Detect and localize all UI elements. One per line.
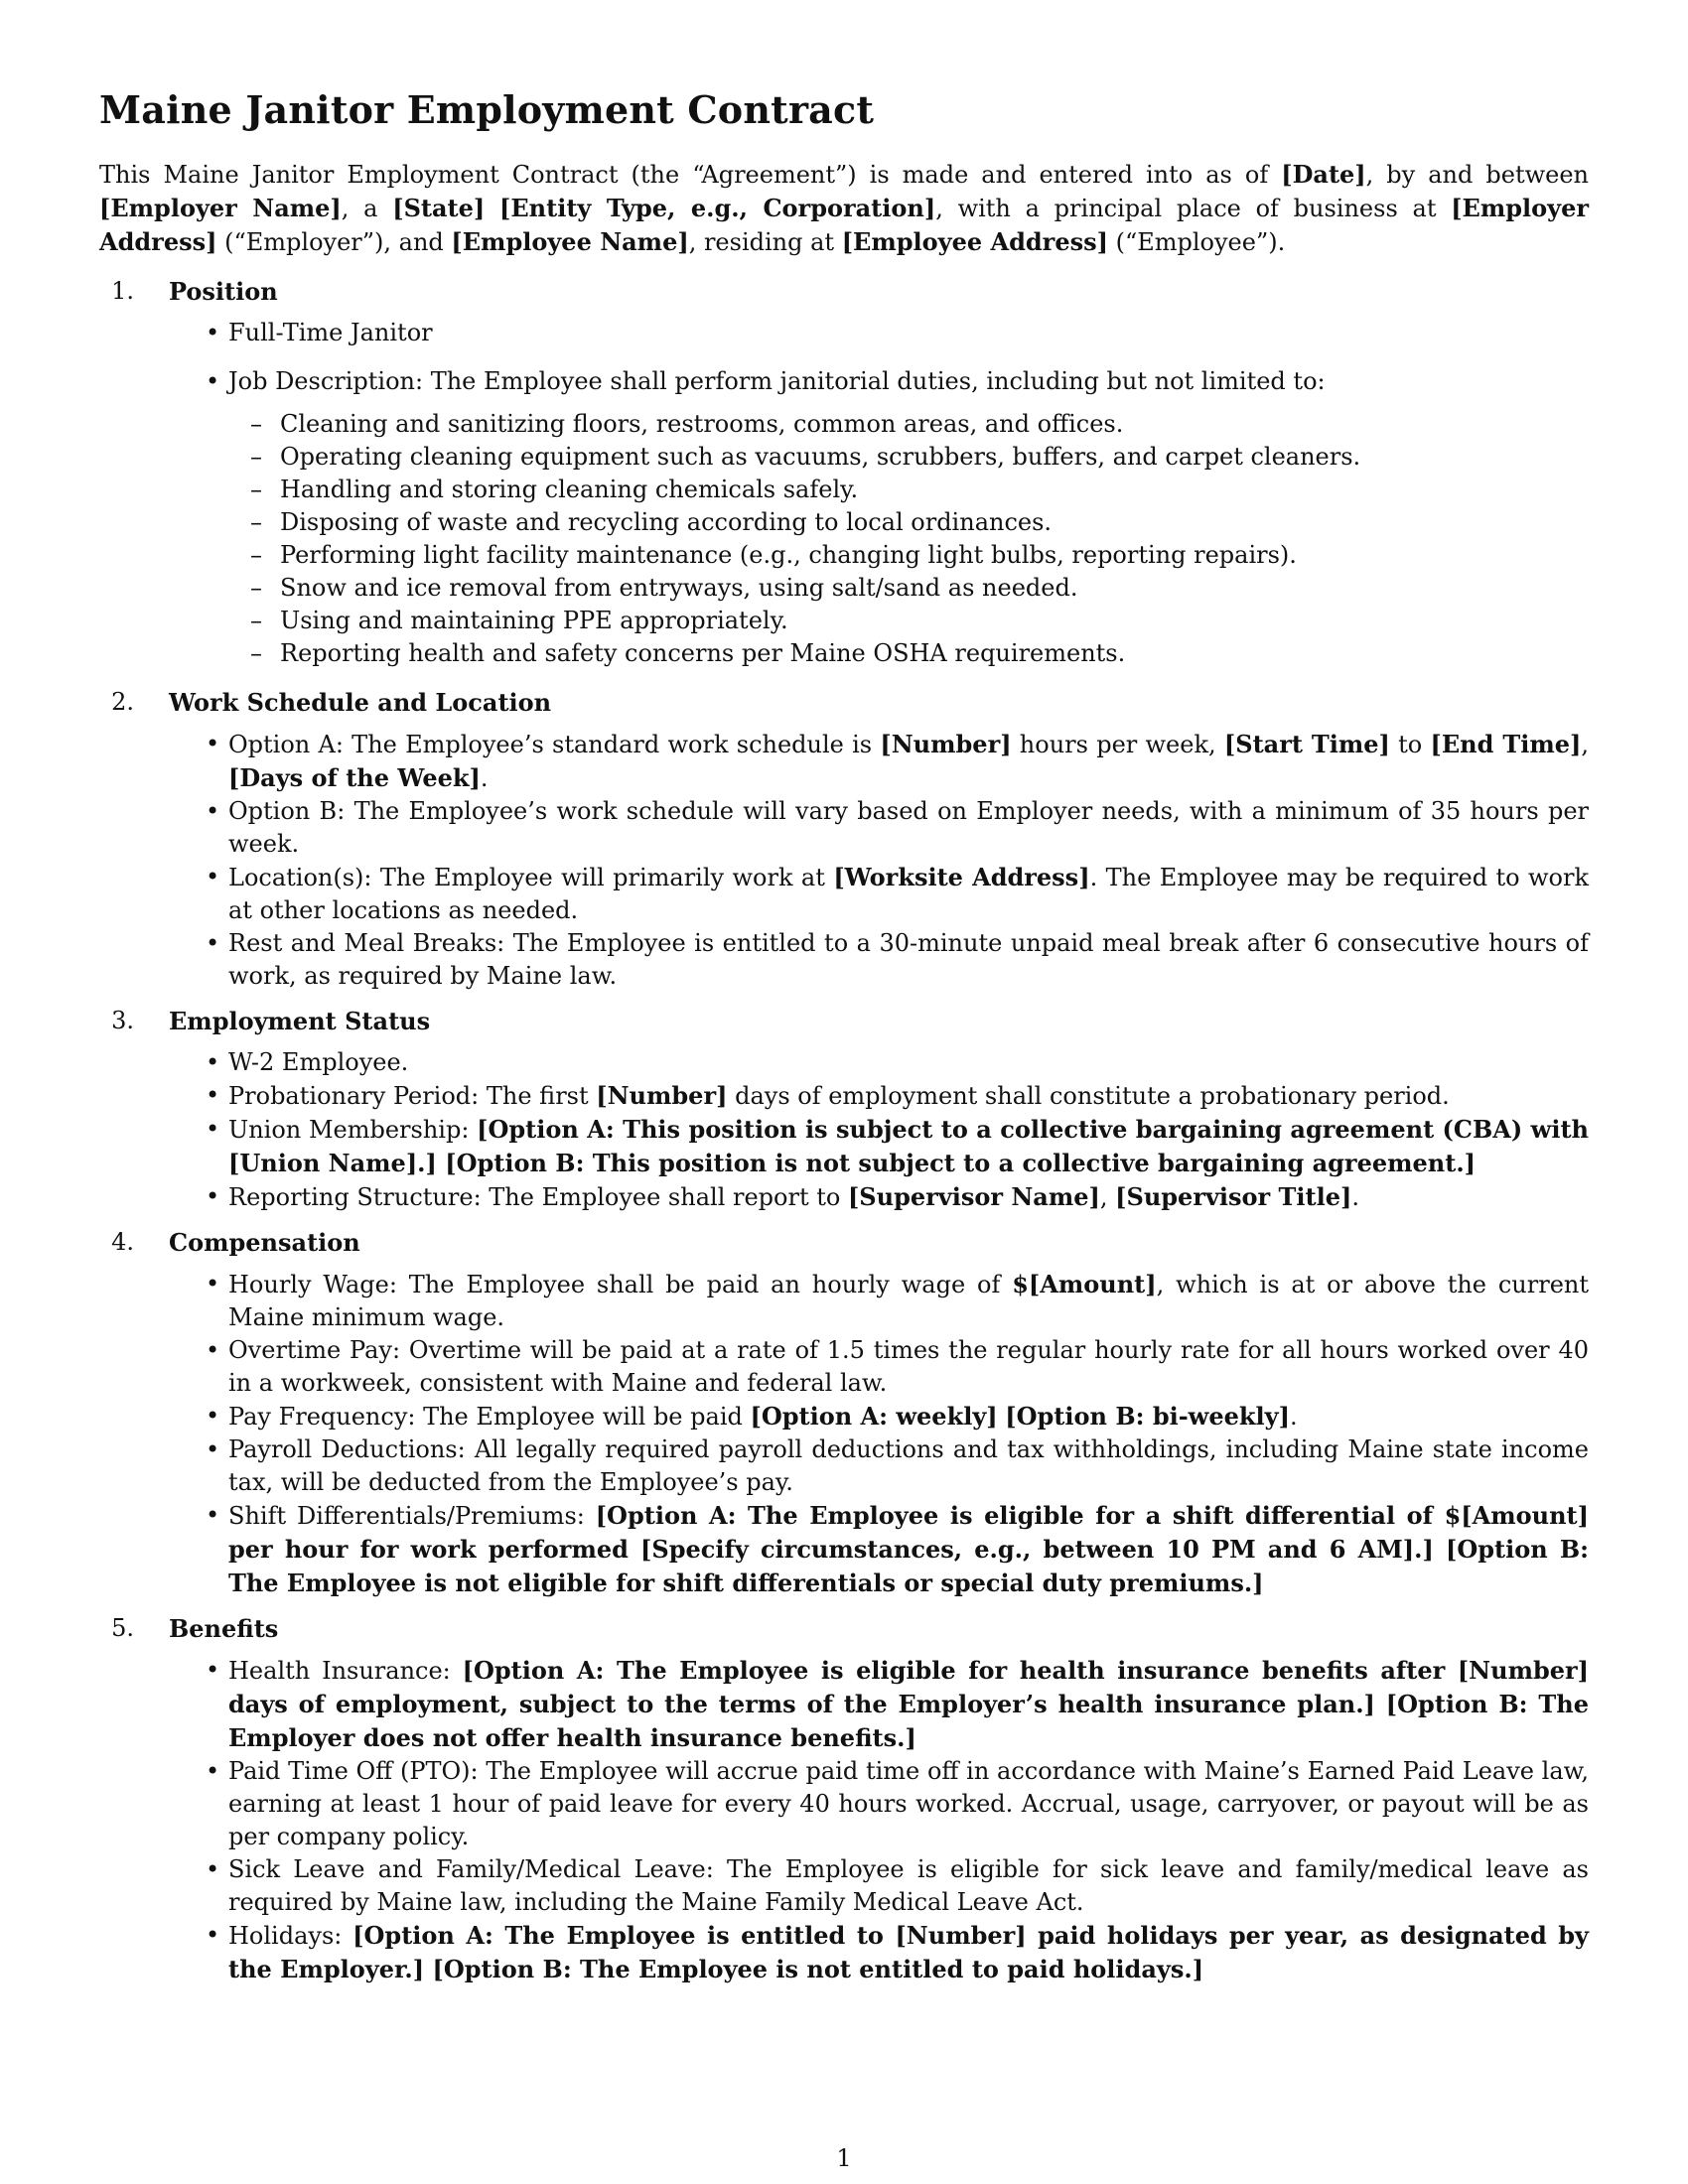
- text-run: .: [480, 764, 489, 792]
- section-title: Position: [169, 277, 278, 306]
- section-title: Employment Status: [169, 1007, 431, 1035]
- text-run: Option A: The Employee’s standard work schedule is: [228, 731, 881, 758]
- placeholder-field: [Employee Name]: [451, 227, 689, 256]
- placeholder-field: $[Amount]: [1012, 1270, 1157, 1298]
- text-run: Probationary Period: The first: [228, 1082, 597, 1110]
- placeholder-field: [Employer Name]: [99, 194, 342, 222]
- placeholder-field: [Number]: [596, 1081, 728, 1110]
- placeholder-field: [Number]: [880, 730, 1012, 758]
- text-run: (“Employee”).: [1107, 228, 1286, 256]
- section-number: 1.: [111, 277, 134, 305]
- placeholder-field: [State]: [392, 194, 486, 222]
- section-number: 3.: [111, 1007, 134, 1034]
- placeholder-field: [Start Time]: [1223, 730, 1390, 758]
- bullet-item: [228, 1654, 1589, 1755]
- dash-item: – Snow and ice removal from entryways, using salt/sand as needed.: [280, 572, 1589, 605]
- bullet-item: [228, 1755, 1589, 1853]
- text-run: This Maine Janitor Employment Contract (the “Agreement”) is made and entered into as of: [99, 161, 1282, 189]
- text-run: Sick Leave and Family/Medical Leave: The Employee is eligible for sick leave and family/medical leave as required by Maine law, including the Maine Family Medical Leave Act.: [228, 1855, 1589, 1916]
- section: [99, 1612, 1589, 1986]
- text-run: ,: [1099, 1183, 1116, 1211]
- dash-list: [228, 408, 1589, 670]
- text-run: (“Employer”), and: [216, 228, 452, 256]
- text-run: W-2 Employee.: [228, 1048, 409, 1076]
- section-title: Work Schedule and Location: [169, 688, 552, 717]
- bullet-item: [228, 1433, 1589, 1499]
- dash-item: – Reporting health and safety concerns per Maine OSHA requirements.: [280, 637, 1589, 670]
- section-number: 5.: [111, 1614, 134, 1642]
- placeholder-field: [Supervisor Name]: [847, 1182, 1100, 1211]
- section: [99, 1005, 1589, 1214]
- text-run: Holidays:: [228, 1922, 353, 1950]
- section-heading: [99, 686, 1589, 720]
- text-run: , by and between: [1365, 161, 1590, 189]
- bullet-item: [228, 1499, 1589, 1600]
- section-number: 4.: [111, 1228, 134, 1256]
- bullet-item: [228, 1113, 1589, 1180]
- text-run: Overtime Pay: Overtime will be paid at a rate of 1.5 times the regular hourly rate for all hours worked over 40 in a workweek, consistent with Maine and federal law.: [228, 1336, 1589, 1397]
- bullet-list: [99, 728, 1589, 993]
- section-title: Compensation: [169, 1228, 360, 1257]
- bullet-item: [228, 317, 1589, 349]
- text-run: Pay Frequency: The Employee will be paid: [228, 1403, 751, 1431]
- dash-item: – Operating cleaning equipment such as vacuums, scrubbers, buffers, and carpet cleaners.: [280, 441, 1589, 474]
- text-run: Hourly Wage: The Employee shall be paid an hourly wage of: [228, 1271, 1013, 1298]
- dash-item: – Performing light facility maintenance (e.g., changing light bulbs, reporting repairs).: [280, 539, 1589, 572]
- bullet-item: [228, 365, 1589, 670]
- bullet-item: [228, 861, 1589, 927]
- text-run: Job Description: The Employee shall perform janitorial duties, including but not limited to:: [228, 367, 1326, 395]
- text-run: , a: [341, 195, 393, 222]
- placeholder-field: [Option A: The Employee is entitled to [Number] paid holidays per year, as designated by the Employer.] [Option B: The Employee is not entitled to paid holidays.]: [228, 1921, 1590, 1983]
- text-run: [485, 195, 499, 222]
- text-run: Option B: The Employee’s work schedule will vary based on Employer needs, with a minimum of 35 hours per week.: [228, 797, 1589, 858]
- section: [99, 275, 1589, 670]
- placeholder-field: [Days of the Week]: [228, 763, 481, 792]
- text-run: , residing at: [688, 228, 842, 256]
- bullet-item: [228, 1853, 1589, 1919]
- section: [99, 686, 1589, 993]
- dash-item: – Cleaning and sanitizing floors, restrooms, common areas, and offices.: [280, 408, 1589, 441]
- bullet-list: [99, 1046, 1589, 1214]
- text-run: .: [1289, 1403, 1298, 1431]
- text-run: . The Employee may be required to work at other locations as needed.: [228, 864, 1590, 924]
- bullet-item: [228, 1046, 1589, 1079]
- page-number: 1: [836, 2144, 852, 2172]
- bullet-item: [228, 1919, 1589, 1986]
- text-run: hours per week,: [1011, 731, 1224, 758]
- section-title: Benefits: [169, 1614, 279, 1643]
- placeholder-field: [Employer Address]: [99, 194, 1590, 256]
- text-run: to: [1389, 731, 1431, 758]
- text-run: , which is at or above the current Maine minimum wage.: [228, 1271, 1589, 1331]
- document-page: [99, 87, 1589, 1998]
- text-run: Payroll Deductions: All legally required payroll deductions and tax withholdings, including Maine state income tax, will be deducted from the Employee’s pay.: [228, 1435, 1589, 1496]
- dash-item: – Using and maintaining PPE appropriately.: [280, 605, 1589, 637]
- dash-item: – Disposing of waste and recycling according to local ordinances.: [280, 506, 1589, 539]
- placeholder-field: [End Time]: [1430, 730, 1582, 758]
- text-run: Union Membership:: [228, 1116, 478, 1144]
- section: [99, 1226, 1589, 1600]
- bullet-list: [99, 1268, 1589, 1600]
- text-run: , with a principal place of business at: [935, 195, 1452, 222]
- section-heading: [99, 1005, 1589, 1038]
- placeholder-field: [Entity Type, e.g., Corporation]: [499, 194, 936, 222]
- text-run: Shift Differentials/Premiums:: [228, 1502, 596, 1530]
- placeholder-field: [Option A: This position is subject to a collective bargaining agreement (CBA) with [Union Name].] [Option B: This position is not subject to a collective bargaining agreement.]: [228, 1115, 1589, 1177]
- section-list: [99, 275, 1589, 1986]
- placeholder-field: [Date]: [1281, 160, 1366, 189]
- placeholder-field: [Option A: weekly]: [750, 1402, 998, 1431]
- text-run: Reporting Structure: The Employee shall report to: [228, 1183, 848, 1211]
- text-run: days of employment shall constitute a probationary period.: [727, 1082, 1450, 1110]
- text-run: Health Insurance:: [228, 1657, 463, 1685]
- placeholder-field: [Option A: The Employee is eligible for a shift differential of $[Amount] per hour for work performed [Specify circumstances, e.g., between 10 PM and 6 AM].] [Option B: The Employee is not eligible for shift differentials or special duty premiums.]: [228, 1501, 1589, 1597]
- bullet-item: [228, 1079, 1589, 1113]
- text-run: Paid Time Off (PTO): The Employee will accrue paid time off in accordance with Maine’s Earned Paid Leave law, earning at least 1 hour of paid leave for every 40 hours worked. Accrual, usage, carryover, or payout will be as per company policy.: [228, 1757, 1589, 1850]
- placeholder-field: [Option A: The Employee is eligible for health insurance benefits after [Number] days of employment, subject to the terms of the Employer’s health insurance plan.] [Option B: The Employer does not offer health insurance benefits.]: [228, 1656, 1590, 1752]
- bullet-list: [99, 317, 1589, 670]
- text-run: ,: [1581, 731, 1589, 758]
- dash-item: – Handling and storing cleaning chemicals safely.: [280, 474, 1589, 506]
- placeholder-field: [Worksite Address]: [833, 863, 1090, 891]
- bullet-item: [228, 1400, 1589, 1433]
- text-run: Rest and Meal Breaks: The Employee is entitled to a 30-minute unpaid meal break after 6 consecutive hours of work, as required by Maine law.: [228, 929, 1589, 990]
- text-run: Location(s): The Employee will primarily work at: [228, 864, 834, 891]
- placeholder-field: [Option B: bi-weekly]: [1005, 1402, 1290, 1431]
- text-run: .: [1351, 1183, 1359, 1211]
- placeholder-field: [Supervisor Title]: [1115, 1182, 1352, 1211]
- section-number: 2.: [111, 688, 134, 716]
- text-run: Full-Time Janitor: [228, 319, 433, 346]
- intro-paragraph: [99, 158, 1589, 259]
- bullet-list: [99, 1654, 1589, 1986]
- section-heading: [99, 275, 1589, 309]
- section-heading: [99, 1226, 1589, 1260]
- bullet-item: [228, 927, 1589, 993]
- bullet-item: [228, 1180, 1589, 1214]
- bullet-item: [228, 795, 1589, 861]
- section-heading: [99, 1612, 1589, 1646]
- bullet-item: [228, 1268, 1589, 1334]
- bullet-item: [228, 1334, 1589, 1400]
- document-title: Maine Janitor Employment Contract: [99, 87, 875, 132]
- placeholder-field: [Employee Address]: [841, 227, 1108, 256]
- bullet-item: [228, 728, 1589, 795]
